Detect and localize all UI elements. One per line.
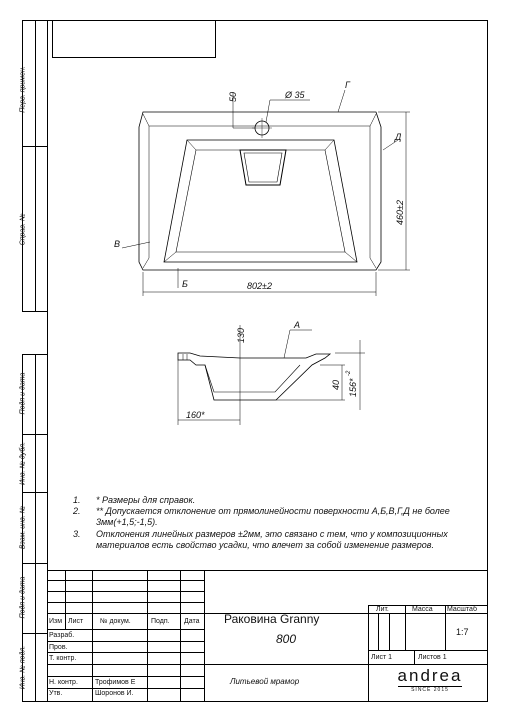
note-text-1: * Размеры для справок. xyxy=(96,495,196,505)
row-prov: Пров. xyxy=(49,644,68,651)
row-utv: Утв. xyxy=(49,690,63,697)
side-label-podp-data-1: Подп и дата xyxy=(19,372,27,415)
dim-50: 50 xyxy=(228,91,238,102)
dim-40: 40 xyxy=(331,379,341,390)
dim-depth: 460±2 xyxy=(395,200,405,225)
label-b: Б xyxy=(182,279,188,289)
side-label-sprav: Справ. № xyxy=(19,213,27,246)
note-text-3: Отклонения линейных размеров ±2мм, это связано с тем, что у композиционных xyxy=(96,529,448,539)
section-profile xyxy=(178,353,330,400)
logo-subtext: SINCE 2015 xyxy=(398,686,462,694)
logo-text: andrea xyxy=(397,666,463,685)
note-num-3: 3. xyxy=(73,529,81,539)
label-v: В xyxy=(114,239,121,249)
note-num-1: 1. xyxy=(73,495,81,505)
side-label-inv-podl: Инв. № подл. xyxy=(19,645,27,690)
label-a: А xyxy=(294,320,301,330)
side-label-perv: Перв. примен. xyxy=(19,66,27,113)
label-g: Г xyxy=(345,80,350,90)
dim-diameter: Ø 35 xyxy=(285,90,305,100)
lit-label: Лит. xyxy=(376,606,389,613)
note-text-2: ** Допускается отклонение от прямолинейности поверхности А,Б,В,Г,Д не более xyxy=(96,506,450,516)
row-n-kontr: Н. контр. xyxy=(49,679,78,686)
dim-156: 156* xyxy=(348,378,358,397)
dim-width: 802±2 xyxy=(247,281,272,291)
overflow-slot xyxy=(240,150,286,185)
scale-value: 1:7 xyxy=(456,627,469,637)
dim-160: 160* xyxy=(186,410,205,420)
side-label-podp-data-2: Подп и дата xyxy=(19,576,27,619)
material: Литьевой мрамор xyxy=(230,677,300,686)
label-d: Д xyxy=(395,132,402,142)
product-size: 800 xyxy=(276,632,297,646)
bowl-outer xyxy=(164,140,357,262)
dim-156-sup: -2 xyxy=(346,370,352,376)
th-podp: Подп. xyxy=(151,618,170,625)
th-data: Дата xyxy=(184,618,200,625)
th-izm: Изм xyxy=(49,618,63,625)
side-label-vzam-inv: Взам. инв. № xyxy=(19,505,27,550)
massa-label: Масса xyxy=(412,606,433,613)
side-label-inv-dubl: Инв. № дубл. xyxy=(19,441,27,486)
row-t-kontr: Т. контр. xyxy=(49,655,77,662)
sheet-label: Лист 1 xyxy=(371,654,393,661)
note-text-3b: материалов есть свойство усадки, что влечет за собой изменение размеров. xyxy=(96,540,434,550)
name-n-kontr: Трофимов Е xyxy=(95,679,136,686)
basin-outer-outline xyxy=(139,112,381,270)
name-utv: Шоронов И. xyxy=(95,690,134,697)
th-list: Лист xyxy=(68,618,84,625)
sheets-label: Листов 1 xyxy=(418,654,447,661)
note-text-2b: 3мм(+1,5;-1,5). xyxy=(96,517,158,527)
company-logo xyxy=(378,666,482,698)
product-title: Раковина Granny xyxy=(224,612,320,626)
row-razrab: Разраб. xyxy=(49,632,75,639)
th-doc: № докум. xyxy=(100,618,131,625)
bowl-inner xyxy=(176,150,345,252)
scale-label: Масштаб xyxy=(447,606,477,613)
note-num-2: 2. xyxy=(73,506,81,516)
dim-130: 130 xyxy=(236,327,246,343)
